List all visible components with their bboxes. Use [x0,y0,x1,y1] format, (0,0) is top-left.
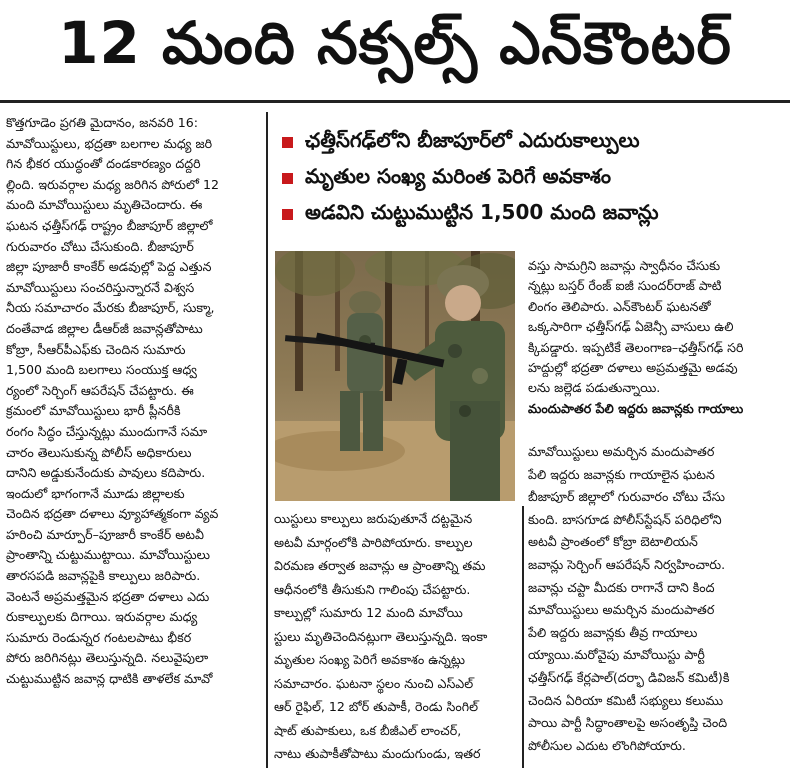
bullet-item: అడవిని చుట్టుముట్టిన 1,500 మంది జవాన్లు [282,196,782,232]
text-line: మంది మావోయిస్టులు మృతిచెందారు. ఈ [6,197,203,213]
text-line: స్టులు మృతిచెందినట్లుగా తెలుస్తున్నది. ఇంకా [274,628,488,644]
text-line: గిన భీకర యుద్ధంతో దండకారణ్యం దద్దరి [6,156,201,172]
text-line: బీజాపూర్ జిల్లాలో గురువారం చోటు చేసు [528,489,725,505]
bullet-square-icon [282,173,293,184]
text-line: పేలి ఇద్దరు జవాన్లకు తీవ్ర గాయాలు [528,624,698,640]
bullet-square-icon [282,209,293,220]
text-line: ర్యంలో సెర్చింగ్ ఆపరేషన్ చేపట్టారు. ఈ [6,382,194,398]
text-line: కాల్పుల్లో సుమారు 12 మంది మావోయి [274,605,463,620]
news-photo [275,251,515,501]
text-line: హరించి మార్పూర్–పూజారీ కాంకేర్ అటవీ [6,526,204,542]
text-line: చుట్టుముట్టిన జవాన్ల ధాటికి తాళలేక మావో [6,671,213,687]
text-line: లింగం తెలిపారు. ఎన్‌కౌంటర్ ఘటనతో [528,298,711,314]
text-line: గురువారం చోటు చేసుకుంది. బీజాపూర్ [6,238,194,254]
text-line: కుంది. బాసగూడ పోలీస్‌స్టేషన్ పరిధిలోని [528,511,722,527]
text-line: సుమారు రెండున్నర గంటలపాటు భీకర [6,629,192,645]
text-line: జవాన్లు చప్టా మీదకు రాగానే దాని కింద [528,579,715,595]
text-line: షాట్ తుపాకులు, ఒక బీజీఎల్ లాంచర్, [274,722,462,738]
text-line: అటవీ ప్రాంతంలో కోబ్రా బెటాలియన్ [528,534,698,550]
article-column-3-bottom [528,441,784,757]
text-line: ఘటన ఛత్తీస్‌గఢ్ రాష్ట్రం బీజాపూర్ జిల్లాలో [6,217,213,233]
headline-rule [0,100,790,103]
text-line: చారం తెలుసుకున్న పోలీస్ అధికారులు [6,444,192,460]
text-line: రుకాల్పులకు దిగాయి. ఇరువర్గాల మధ్య [6,609,198,625]
text-line: పోరు జరిగినట్లు తెలుస్తున్నది. నలువైపులా [6,650,209,666]
text-line: వస్తు సామగ్రిని జవాన్లు స్వాధీనం చేసుకు [528,258,721,273]
text-line: నాటు తుపాకీతోపాటు మందుగుండు, ఇతర [274,746,481,761]
text-line: లను జల్లెడ పడుతున్నాయి. [528,380,661,396]
article-column-3-top [528,256,784,399]
text-line: జవాన్లు సెర్చింగ్ ఆపరేషన్ నిర్వహించారు. [528,556,726,572]
soldiers-photo-illustration [275,251,515,501]
text-line: దంతేవాడ జిల్లాల డీఆర్‌జీ జవాన్లతోపాటు [6,320,203,336]
text-line: దానిని అడ్డుకునేందుకు పావులు కదిపారు. [6,465,206,481]
text-line: ఇందులో భాగంగానే మూడు జిల్లాలకు [6,485,185,501]
summary-bullets [282,124,782,232]
text-line: తారసపడి జవాన్లపైకి కాల్పులు జరిపారు. [6,568,201,584]
headline: 12 మంది నక్సల్స్ ఎన్‌కౌంటర్ [58,8,732,77]
bullet-square-icon [282,137,293,148]
text-line: మృతుల సంఖ్య పెరిగే అవకాశం ఉన్నట్లు [274,652,465,667]
text-line: వెంటనే అప్రమత్తమైన భద్రతా దళాలు ఎదు [6,588,210,604]
text-line: మావోయిస్టులు అమర్చిన మందుపాతర [528,444,715,459]
subheading: మందుపాతర పేలి ఇద్దరు జవాన్లకు గాయాలు [528,401,744,416]
article-column-2 [274,507,518,766]
text-line: విరమణ తర్వాత జవాన్లు ఆ ప్రాంతాన్ని తమ [274,558,486,573]
text-line: యిస్టులు కాల్పులు జరుపుతూనే దట్టమైన [274,511,473,526]
text-line: ప్రాంతాన్ని చుట్టుముట్టాయి. మావోయిస్టులు [6,547,210,563]
text-line: ఆధీనంలోకి తీసుకుని గాలింపు చేపట్టారు. [274,581,471,597]
text-line: ల్లింది. ఇరువర్గాల మధ్య జరిగిన పోరులో 12 [6,176,219,192]
text-line: క్రమంలో మావోయిస్టులు భారీ ప్లీనరీకి [6,403,181,419]
text-line: చెందిన భద్రతా దళాలు వ్యూహాత్మకంగా వ్యవ [6,506,219,522]
text-line: పేలి ఇద్దరు జవాన్లకు గాయాలైన ఘటన [528,466,715,482]
bullet-item: మృతుల సంఖ్య మరింత పెరిగే అవకాశం [282,160,782,196]
text-line: సమాచారం. ఘటనా స్థలం నుంచి ఎస్ఎల్ [274,675,474,691]
text-line: పాయి పార్టీ సిద్ధాంతాలపై అసంతృప్తి చెంది [528,715,728,731]
text-line: పోలీసుల ఎదుట లొంగిపోయారు. [528,737,686,753]
bullet-item: ఛత్తీస్‌గఢ్‌లోని బీజాపూర్‌లో ఎదురుకాల్పులు [282,124,782,160]
text-line: కోబ్రా, సీఆర్‌పీఎఫ్‌కు చెందిన సుమారు [6,341,186,357]
text-line: ఛత్తీస్‌గఢ్ కేర్లపాల్(దర్భా డివిజన్ కమిటీ)కి [528,669,730,685]
text-line: ఆర్ రైఫిల్, 12 బోర్ తుపాకీ, రెండు సింగిల్ [274,699,479,714]
text-line: చెందిన ఏరియా కమిటీ సభ్యులు కలుము [528,692,724,708]
text-line: మావోయిస్టులు అమర్చిన మందుపాతర [528,602,715,618]
column-divider-left [266,112,268,768]
text-line: మావోయిస్టులు సంచరిస్తున్నారనే విశ్వస [6,279,195,295]
text-line: అటవీ మార్గంలోకి పారిపోయారు. కాల్పుల [274,534,473,550]
text-line: క్కిపడ్డారు. ఇప్పటికే తెలంగాణ–ఛత్తీస్‌గఢ్ సరి [528,339,744,355]
text-line: మావోయిస్టులు, భద్రతా బలగాల మధ్య జరి [6,135,213,151]
text-line: ఒక్కసారిగా ఛత్తీస్‌గఢ్ ఏజెన్సీ వాసులు ఉలి [528,319,734,335]
text-line: య్యాయి.మరోవైపు మావోయిస్టు పార్టీ [528,647,705,663]
column-divider-right [522,506,524,768]
text-line: నీయ సమాచారం మేరకు బీజాపూర్, సుక్మా, [6,300,215,316]
text-line: న్నట్లు బస్తర్ రేంజ్ ఐజీ సుందర్‌రాజ్ పాటి [528,278,722,294]
text-line: కొత్తగూడెం ప్రగతి మైదానం, జనవరి 16: [6,115,198,130]
text-line: హద్దుల్లో భద్రతా దళాలు అప్రమత్తమై అడవు [528,360,738,376]
text-line: జిల్లా పూజారీ కాంకేర్ అడవుల్లో పెద్ద ఎత్తున [6,259,212,275]
text-line: 1,500 మంది బలగాలు సంయుక్త ఆధ్వ [6,362,197,378]
text-line: రంగం సిద్ధం చేస్తున్నట్లు ముందుగానే సమా [6,423,208,439]
article-column-1 [6,113,260,690]
